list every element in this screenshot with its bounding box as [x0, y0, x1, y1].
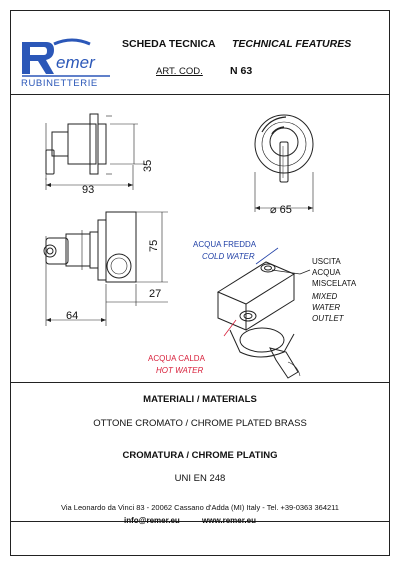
footer-address: Via Leonardo da Vinci 83 - 20062 Cassano d'Adda (MI) Italy - Tel. +39-0363 364211: [61, 503, 339, 512]
dim-width-top: 93: [82, 184, 95, 196]
dim-width-side: 64: [66, 310, 79, 322]
title-italian: SCHEDA TECNICA: [122, 38, 216, 50]
art-code-value: N 63: [230, 65, 253, 77]
logo-wordmark: emer: [56, 53, 95, 72]
outlet-label-en-2: WATER: [312, 303, 341, 312]
art-code-label: ART. COD.: [156, 66, 203, 77]
logo-subtitle: RUBINETTERIE: [21, 78, 98, 89]
footer-website[interactable]: www.remer.eu: [202, 516, 256, 525]
outlet-label-en-3: OUTLET: [312, 314, 344, 323]
side-view-top: [46, 114, 112, 180]
cold-water-label-en: COLD WATER: [202, 252, 255, 261]
dim-diameter: ⌀ 65: [270, 204, 292, 216]
outlet-label-it-1: USCITA: [312, 257, 341, 266]
materials-title: MATERIALI / MATERIALS: [143, 394, 257, 405]
dim-height-top: 35: [142, 159, 154, 172]
plating-value: UNI EN 248: [174, 473, 226, 484]
title-english: TECHNICAL FEATURES: [232, 38, 352, 50]
front-view: [255, 115, 313, 182]
outlet-label-it-2: ACQUA: [312, 268, 341, 277]
side-view-bottom: [44, 212, 136, 300]
dim-height-side: 75: [148, 239, 160, 252]
dim-depth-side: 27: [149, 288, 162, 300]
outlet-label-it-3: MISCELATA: [312, 279, 357, 288]
plating-title: CROMATURA / CHROME PLATING: [122, 450, 278, 461]
materials-value: OTTONE CROMATO / CHROME PLATED BRASS: [93, 418, 307, 429]
hot-water-label-it: ACQUA CALDA: [148, 354, 205, 363]
outlet-label-en-1: MIXED: [312, 292, 338, 301]
hot-water-label-en: HOT WATER: [156, 366, 204, 375]
isometric-view: [218, 262, 300, 378]
cold-water-label-it: ACQUA FREDDA: [193, 240, 257, 249]
footer-email[interactable]: info@remer.eu: [124, 516, 180, 525]
